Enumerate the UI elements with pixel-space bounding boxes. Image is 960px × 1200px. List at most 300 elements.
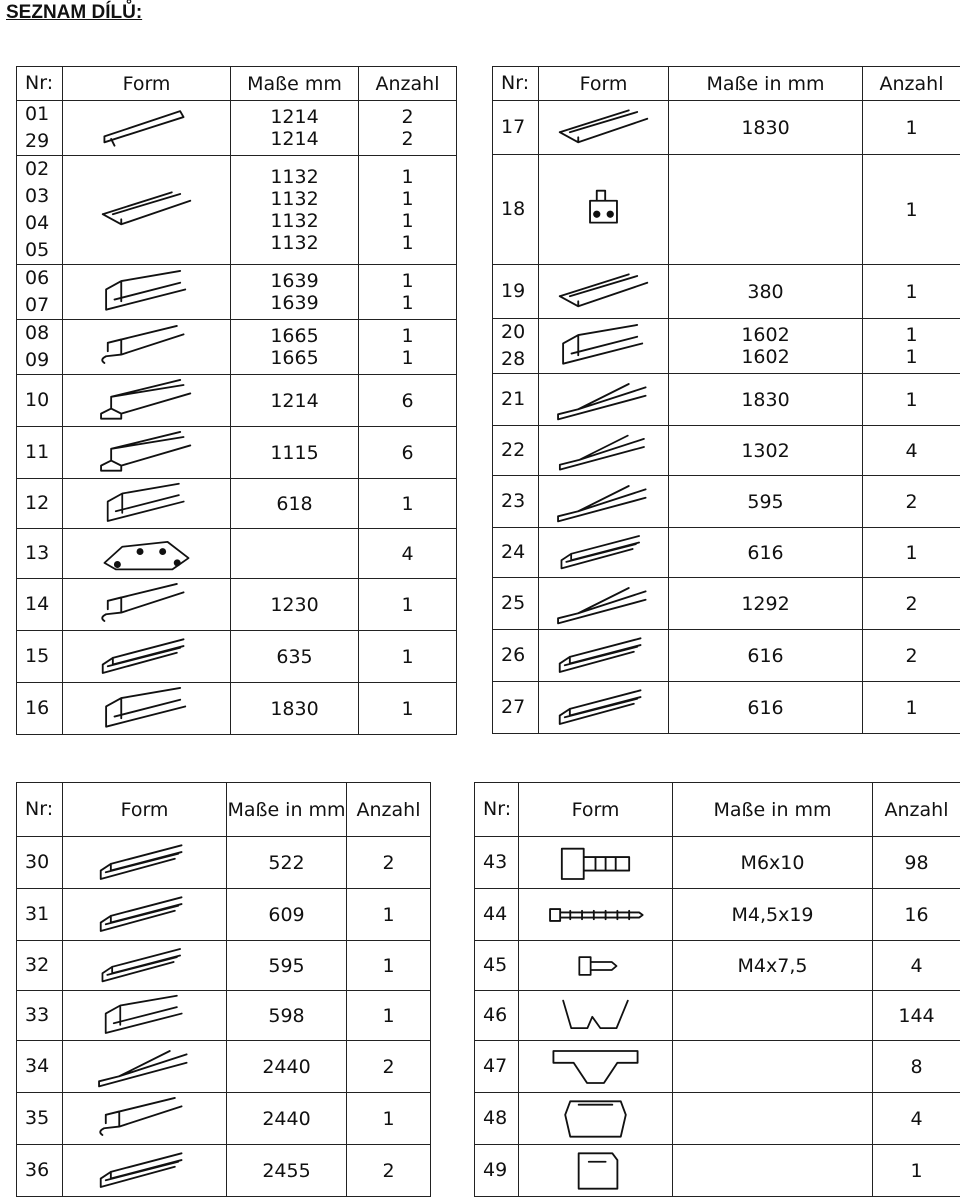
cell-masse (231, 265, 359, 320)
cell-anzahl (873, 837, 960, 889)
cell-masse (673, 1041, 873, 1093)
masse-value: 1214 (270, 389, 319, 412)
nr-value: 45 (483, 954, 508, 976)
table-row (493, 265, 960, 319)
cell-anzahl (359, 427, 457, 479)
hook-profile-icon (96, 324, 197, 370)
anzahl-value: 1 (382, 1004, 395, 1027)
masse-value: 1602 (741, 346, 790, 368)
table-row (493, 319, 960, 374)
masse-value: 1830 (741, 388, 790, 411)
table-row (493, 476, 960, 528)
cell-nr (493, 682, 539, 734)
cell-nr (17, 529, 63, 579)
cell-masse (669, 374, 863, 426)
masse-value: 1665 (270, 347, 319, 369)
anzahl-value: 2 (401, 106, 414, 128)
masse-value: M4x7,5 (737, 954, 808, 977)
cell-nr (17, 479, 63, 529)
cell-anzahl (873, 1093, 960, 1145)
cover-cap-icon (545, 1096, 646, 1142)
cell-nr (17, 265, 63, 320)
cell-form (519, 889, 673, 941)
flat-profile-icon (555, 429, 652, 473)
nr-value: 36 (25, 1159, 50, 1181)
masse-value: 598 (268, 1004, 305, 1027)
cell-masse (231, 529, 359, 579)
cell-form (539, 426, 669, 476)
cell-form (539, 319, 669, 374)
parts-table-4 (474, 782, 960, 1197)
header-masse: Maße in mm (673, 783, 873, 837)
cell-anzahl (347, 837, 431, 889)
masse-value: 616 (747, 644, 784, 667)
nr-value: 48 (483, 1107, 508, 1129)
cell-anzahl (359, 101, 457, 156)
table-row (17, 156, 457, 265)
nr-value: 06 (25, 267, 50, 289)
cell-masse (673, 991, 873, 1041)
cell-nr (17, 631, 63, 683)
z-profile-icon (553, 323, 654, 369)
table-row (17, 1093, 431, 1145)
cell-nr (475, 941, 519, 991)
header-nr: Nr: (493, 67, 539, 101)
cell-anzahl (863, 101, 960, 155)
nr-value: 08 (25, 322, 50, 344)
anzahl-value: 1 (401, 166, 414, 188)
cell-anzahl (347, 889, 431, 941)
anzahl-value: 4 (910, 954, 923, 977)
nr-value: 43 (483, 851, 508, 873)
cell-masse (231, 631, 359, 683)
cell-masse (669, 528, 863, 578)
parts-table-2 (492, 66, 960, 734)
gusset-plate-icon (98, 532, 195, 576)
masse-value: M6x10 (740, 851, 805, 874)
anzahl-value: 1 (401, 270, 414, 292)
cell-form (539, 374, 669, 426)
nr-value: 47 (483, 1055, 508, 1077)
cell-form (63, 101, 231, 156)
table-row (17, 941, 431, 991)
cell-nr (17, 837, 63, 889)
table-header-row (17, 67, 457, 101)
table-header-row (475, 783, 960, 837)
header-form: Form (63, 783, 227, 837)
anzahl-value: 2 (905, 644, 918, 667)
nr-value: 13 (25, 542, 50, 564)
cell-anzahl (873, 941, 960, 991)
nr-value: 25 (501, 592, 526, 614)
cell-masse (227, 1093, 347, 1145)
cell-masse (673, 837, 873, 889)
cell-form (519, 837, 673, 889)
cell-masse (227, 1145, 347, 1197)
table-row (493, 578, 960, 630)
nr-value: 15 (25, 645, 50, 667)
cell-form (63, 631, 231, 683)
flat-profile-icon (553, 581, 654, 627)
table-row (17, 991, 431, 1041)
flat-profile-icon (94, 1044, 195, 1090)
nr-value: 31 (25, 903, 50, 925)
anzahl-value: 1 (905, 324, 918, 346)
anzahl-value: 6 (401, 441, 414, 464)
cell-masse (231, 579, 359, 631)
table-row (475, 1145, 960, 1197)
cell-anzahl (863, 319, 960, 374)
cell-nr (493, 578, 539, 630)
cell-anzahl (347, 941, 431, 991)
cell-form (539, 682, 669, 734)
cell-anzahl (873, 889, 960, 941)
cell-form (63, 427, 231, 479)
cell-nr (475, 1041, 519, 1093)
cell-anzahl (347, 1041, 431, 1093)
cell-form (519, 1041, 673, 1093)
cell-anzahl (863, 374, 960, 426)
masse-value: 2440 (262, 1107, 311, 1130)
nr-value: 32 (25, 954, 50, 976)
header-nr: Nr: (475, 783, 519, 837)
cell-anzahl (863, 426, 960, 476)
nr-value: 04 (25, 212, 50, 234)
anzahl-value: 1 (905, 198, 918, 221)
header-nr: Nr: (17, 67, 63, 101)
header-nr: Nr: (17, 783, 63, 837)
nr-value: 34 (25, 1055, 50, 1077)
nr-value: 20 (501, 321, 526, 343)
masse-value: 635 (276, 645, 313, 668)
cell-form (63, 156, 231, 265)
anzahl-value: 1 (401, 325, 414, 347)
cell-nr (17, 1093, 63, 1145)
parts-table-3 (16, 782, 431, 1197)
end-cap-icon (545, 1044, 646, 1090)
anzahl-value: 2 (905, 592, 918, 615)
table-row (17, 579, 457, 631)
cell-nr (493, 265, 539, 319)
cell-nr (493, 319, 539, 374)
cell-nr (17, 101, 63, 156)
anzahl-value: 2 (382, 1055, 395, 1078)
anzahl-value: 1 (401, 645, 414, 668)
table-header-row (17, 783, 431, 837)
nr-value: 33 (25, 1004, 50, 1026)
cell-form (519, 991, 673, 1041)
cell-nr (17, 156, 63, 265)
anzahl-value: 1 (401, 232, 414, 254)
bolt-nut-icon (545, 840, 646, 886)
cell-masse (669, 426, 863, 476)
masse-value: 1132 (270, 232, 319, 254)
anzahl-value: 98 (904, 851, 929, 874)
short-screw-icon (547, 944, 644, 988)
masse-value: 2455 (262, 1159, 311, 1182)
cell-masse (669, 155, 863, 265)
masse-value: 616 (747, 696, 784, 719)
wire-clip-icon (547, 994, 644, 1038)
cell-form (63, 320, 231, 375)
cell-nr (493, 374, 539, 426)
table-row (493, 155, 960, 265)
masse-value: 616 (747, 541, 784, 564)
cell-masse (231, 101, 359, 156)
anzahl-value: 1 (905, 346, 918, 368)
channel-profile-icon (553, 685, 654, 731)
angle-profile-icon (553, 269, 654, 315)
table-row (475, 889, 960, 941)
cell-anzahl (863, 528, 960, 578)
flat-profile-icon (553, 479, 654, 525)
nr-value: 49 (483, 1159, 508, 1181)
anzahl-value: 1 (910, 1159, 923, 1182)
nr-value: 22 (501, 439, 526, 461)
cell-anzahl (863, 476, 960, 528)
cell-anzahl (359, 265, 457, 320)
nr-value: 29 (25, 130, 50, 152)
cell-anzahl (359, 683, 457, 735)
cell-nr (17, 683, 63, 735)
anzahl-value: 1 (382, 1107, 395, 1130)
nr-value: 23 (501, 490, 526, 512)
nr-value: 44 (483, 903, 508, 925)
cell-masse (227, 889, 347, 941)
cell-masse (673, 889, 873, 941)
cell-nr (493, 528, 539, 578)
cell-form (63, 837, 227, 889)
anzahl-value: 1 (382, 903, 395, 926)
table-row (493, 630, 960, 682)
cell-nr (475, 1145, 519, 1197)
cell-masse (669, 319, 863, 374)
cell-anzahl (873, 1041, 960, 1093)
cell-form (63, 1093, 227, 1145)
hook-profile-icon (96, 582, 197, 628)
cell-form (539, 265, 669, 319)
anzahl-value: 2 (382, 851, 395, 874)
flat-profile-icon (553, 377, 654, 423)
z-profile-icon (96, 994, 193, 1038)
masse-value: 1132 (270, 166, 319, 188)
table-row (17, 683, 457, 735)
glazing-bar-icon (96, 378, 197, 424)
anzahl-value: 1 (401, 188, 414, 210)
cell-anzahl (873, 991, 960, 1041)
cell-form (63, 1041, 227, 1093)
masse-value: 609 (268, 903, 305, 926)
cell-form (63, 479, 231, 529)
cell-form (63, 991, 227, 1041)
masse-value: M4,5x19 (731, 903, 814, 926)
angle-profile-icon (553, 105, 654, 151)
anzahl-value: 1 (401, 593, 414, 616)
cell-nr (17, 1041, 63, 1093)
channel-profile-icon (96, 944, 193, 988)
cell-nr (475, 991, 519, 1041)
cell-masse (669, 682, 863, 734)
masse-value: 1665 (270, 325, 319, 347)
table-row (17, 889, 431, 941)
anzahl-value: 2 (401, 128, 414, 150)
masse-value: 1639 (270, 292, 319, 314)
bracket-icon (553, 187, 654, 233)
profile-rail-icon (96, 105, 197, 151)
cell-nr (17, 1145, 63, 1197)
cell-anzahl (359, 529, 457, 579)
masse-value: 1830 (741, 116, 790, 139)
nr-value: 03 (25, 185, 50, 207)
nr-value: 12 (25, 492, 50, 514)
nr-value: 18 (501, 198, 526, 220)
header-masse: Maße in mm (227, 783, 347, 837)
channel-profile-icon (553, 633, 654, 679)
cell-nr (17, 579, 63, 631)
table-row (17, 265, 457, 320)
nr-value: 16 (25, 697, 50, 719)
masse-value: 1230 (270, 593, 319, 616)
anzahl-value: 4 (905, 439, 918, 462)
cell-anzahl (359, 375, 457, 427)
cell-anzahl (863, 682, 960, 734)
table-row (475, 991, 960, 1041)
header-masse: Maße in mm (669, 67, 863, 101)
cell-anzahl (347, 1093, 431, 1145)
cell-form (63, 889, 227, 941)
cell-anzahl (873, 1145, 960, 1197)
nr-value: 26 (501, 644, 526, 666)
nr-value: 07 (25, 294, 50, 316)
table-header-row (493, 67, 960, 101)
table-row (475, 837, 960, 889)
cell-masse (669, 265, 863, 319)
cell-nr (17, 991, 63, 1041)
parts-table-1 (16, 66, 457, 735)
cell-form (539, 578, 669, 630)
nr-value: 02 (25, 158, 50, 180)
header-form: Form (63, 67, 231, 101)
header-anzahl: Anzahl (359, 67, 457, 101)
cell-form (63, 579, 231, 631)
anzahl-value: 1 (401, 492, 414, 515)
anzahl-value: 1 (401, 210, 414, 232)
cell-nr (493, 155, 539, 265)
cell-form (63, 683, 231, 735)
hook-profile-icon (94, 1096, 195, 1142)
table-row (493, 528, 960, 578)
nr-value: 10 (25, 389, 50, 411)
table-row (17, 320, 457, 375)
z-profile-icon (98, 482, 195, 526)
anzahl-value: 1 (905, 696, 918, 719)
table-row (17, 427, 457, 479)
masse-value: 522 (268, 851, 305, 874)
cell-anzahl (863, 155, 960, 265)
cell-form (63, 375, 231, 427)
header-anzahl: Anzahl (873, 783, 960, 837)
cell-form (539, 476, 669, 528)
page-title: SEZNAM DÍLŮ: (6, 2, 143, 23)
cell-masse (231, 683, 359, 735)
anzahl-value: 2 (382, 1159, 395, 1182)
cell-anzahl (359, 479, 457, 529)
cell-nr (17, 941, 63, 991)
masse-value: 1214 (270, 106, 319, 128)
cell-masse (669, 630, 863, 682)
cell-nr (493, 426, 539, 476)
masse-value: 1302 (741, 439, 790, 462)
cell-nr (17, 375, 63, 427)
anzahl-value: 1 (905, 116, 918, 139)
anzahl-value: 4 (910, 1107, 923, 1130)
anzahl-value: 16 (904, 903, 929, 926)
cell-masse (227, 1041, 347, 1093)
anzahl-value: 1 (905, 280, 918, 303)
anzahl-value: 2 (905, 490, 918, 513)
cell-form (539, 155, 669, 265)
cell-masse (231, 320, 359, 375)
masse-value: 1639 (270, 270, 319, 292)
anzahl-value: 1 (905, 541, 918, 564)
nr-value: 09 (25, 349, 50, 371)
nr-value: 19 (501, 280, 526, 302)
cell-masse (673, 1145, 873, 1197)
cell-nr (475, 837, 519, 889)
cell-nr (17, 889, 63, 941)
table-row (17, 101, 457, 156)
masse-value: 380 (747, 280, 784, 303)
z-profile-icon (96, 269, 197, 315)
table-row (17, 837, 431, 889)
table-row (17, 1145, 431, 1197)
masse-value: 595 (747, 490, 784, 513)
nr-value: 17 (501, 116, 526, 138)
table-row (17, 479, 457, 529)
door-handle-icon (545, 1148, 646, 1194)
masse-value: 1214 (270, 128, 319, 150)
table-row (17, 631, 457, 683)
cell-masse (231, 427, 359, 479)
masse-value: 618 (276, 492, 313, 515)
nr-value: 46 (483, 1004, 508, 1026)
nr-value: 21 (501, 388, 526, 410)
nr-value: 01 (25, 103, 50, 125)
cell-form (519, 1093, 673, 1145)
anzahl-value: 1 (401, 347, 414, 369)
cell-masse (669, 101, 863, 155)
angle-profile-icon (96, 187, 197, 233)
nr-value: 24 (501, 541, 526, 563)
anzahl-value: 144 (898, 1004, 935, 1027)
table-row (493, 374, 960, 426)
cell-form (519, 941, 673, 991)
nr-value: 35 (25, 1107, 50, 1129)
cell-masse (227, 991, 347, 1041)
cell-masse (231, 156, 359, 265)
cell-masse (669, 578, 863, 630)
header-anzahl: Anzahl (347, 783, 431, 837)
long-screw-icon (545, 892, 646, 938)
anzahl-value: 1 (382, 954, 395, 977)
nr-value: 30 (25, 851, 50, 873)
cell-masse (673, 941, 873, 991)
cell-masse (231, 375, 359, 427)
cell-anzahl (347, 1145, 431, 1197)
nr-value: 14 (25, 593, 50, 615)
cell-form (519, 1145, 673, 1197)
cell-nr (493, 630, 539, 682)
